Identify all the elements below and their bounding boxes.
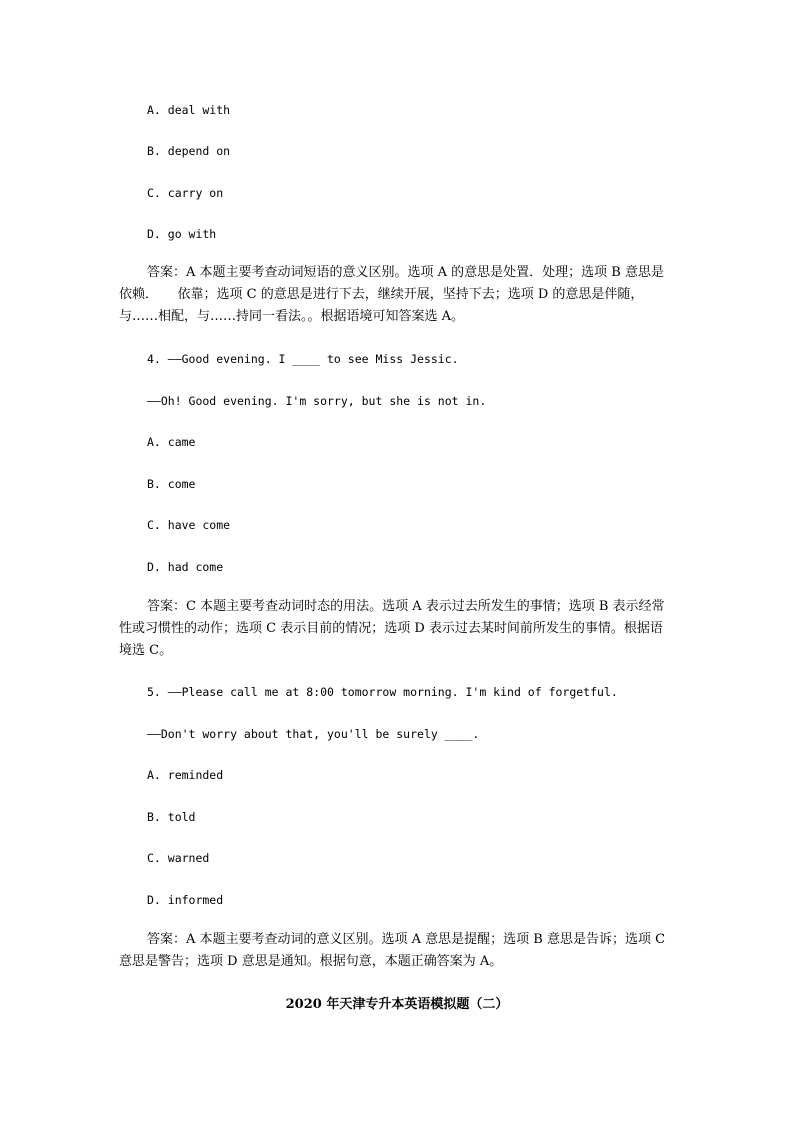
q3-option-d: D. go with xyxy=(147,227,217,241)
q4-option-d: D. had come xyxy=(147,560,224,574)
q4-option-a: A. came xyxy=(147,435,196,449)
q3-answer-explanation: 答案：A 本题主要考查动词短语的意义区别。选项 A 的意思是处置．处理；选项 B 意思是依赖． 依靠；选项 C 的意思是进行下去，继续开展，坚持下去；选项 D 的意思是伴随，与……相配，与……持同一看法。。根据语境可知答案选 A。 xyxy=(119,265,664,324)
q5-option-b: B. told xyxy=(147,810,196,824)
q5-option-c: C. warned xyxy=(147,851,210,865)
section-title: 2020 年天津专升本英语模拟题（二） xyxy=(285,997,509,1012)
q3-option-a: A. deal with xyxy=(147,103,231,117)
q5-question-line-2: ——Don't worry about that, you'll be surely ____. xyxy=(147,727,480,741)
q5-question-line-1: 5. ——Please call me at 8:00 tomorrow morning. I'm kind of forgetful. xyxy=(147,685,618,699)
q4-question-line-2: ——Oh! Good evening. I'm sorry, but she is not in. xyxy=(147,394,487,408)
q3-option-c: C. carry on xyxy=(147,186,224,200)
q5-option-d: D. informed xyxy=(147,893,224,907)
q5-option-a: A. reminded xyxy=(147,768,224,782)
q5-answer-explanation: 答案：A 本题主要考查动词的意义区别。选项 A 意思是提醒；选项 B 意思是告诉；选项 C 意思是警告；选项 D 意思是通知。根据句意，本题正确答案为 A。 xyxy=(119,932,666,969)
q4-option-c: C. have come xyxy=(147,518,231,532)
q4-option-b: B. come xyxy=(147,477,196,491)
q4-question-line-1: 4. ——Good evening. I ____ to see Miss Jessic. xyxy=(147,352,459,366)
q4-answer-explanation: 答案：C 本题主要考查动词时态的用法。选项 A 表示过去所发生的事情；选项 B 表示经常性或习惯性的动作；选项 C 表示目前的情况；选项 D 表示过去某时间前所发生的事情。根据语境选 C。 xyxy=(119,599,665,658)
q3-option-b: B. depend on xyxy=(147,144,231,158)
